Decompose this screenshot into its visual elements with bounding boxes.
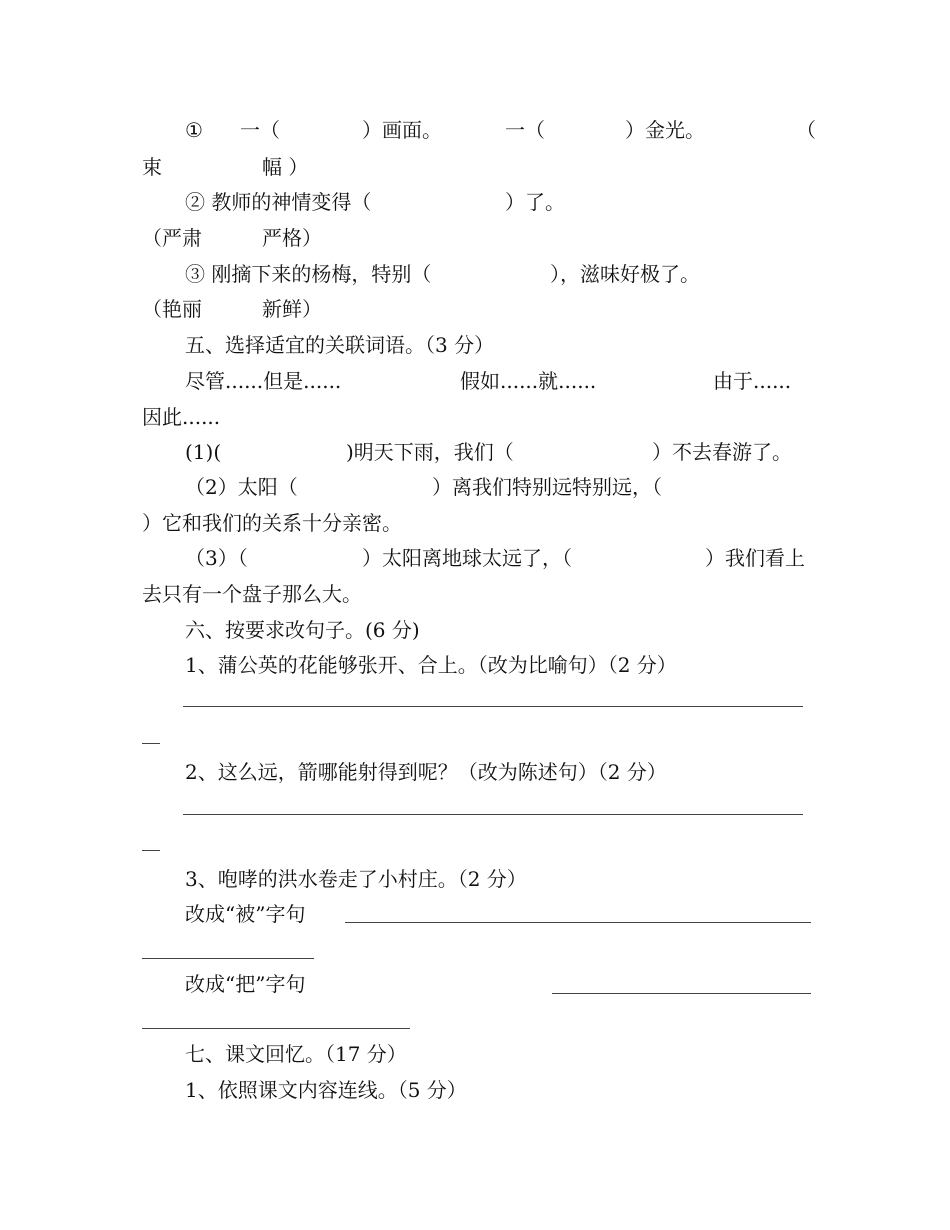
s6-q2-answer-line[interactable] (183, 814, 803, 815)
section7-title: 七、课文回忆。（17 分） (185, 1042, 407, 1066)
q2-suffix: ）了。 (505, 190, 565, 214)
q1-option-b: 幅 ） (262, 155, 309, 179)
q3-option-a: （艳丽 (142, 297, 202, 321)
q1-options-open: （ (796, 118, 816, 142)
s5-item1-c: ）不去春游了。 (652, 440, 792, 464)
s6-q2: 2、这么远，箭哪能射得到呢？（改为陈述句）（2 分） (185, 760, 667, 784)
q3-prefix: ③ 刚摘下来的杨梅，特别（ (185, 262, 432, 286)
s5-item3-b: ）太阳离地球太远了，（ (362, 546, 572, 570)
s5-item3-d: 去只有一个盘子那么大。 (142, 582, 362, 606)
bei-answer-line[interactable] (345, 922, 811, 923)
q1-part1-suffix: ）画面。 (362, 118, 442, 142)
q1-part2-prefix: 一（ (505, 118, 545, 142)
q3-option-b: 新鲜） (262, 297, 322, 321)
q2-prefix: ② 教师的神情变得（ (185, 190, 372, 214)
q1-marker: ① (185, 118, 203, 142)
bei-answer-line-cont[interactable] (142, 958, 314, 959)
ba-answer-line-cont[interactable] (142, 1028, 410, 1029)
bei-label: 改成“被”字句 (185, 902, 306, 926)
s6-q3: 3、咆哮的洪水卷走了小村庄。（2 分） (185, 867, 527, 891)
s5-item3-a: （3）（ (185, 546, 248, 570)
choice-1: 尽管......但是...... (185, 369, 342, 393)
s6-q1-answer-line[interactable] (183, 706, 803, 707)
q3-suffix: ），滋味好极了。 (550, 262, 700, 286)
s5-item2-a: （2）太阳（ (185, 475, 298, 499)
s6-q2-answer-line-cont[interactable] (142, 850, 160, 851)
s6-q1-answer-line-cont[interactable] (142, 743, 160, 744)
ba-label: 改成“把”字句 (185, 972, 306, 996)
s5-item3-c: ）我们看上 (705, 546, 805, 570)
choice-3: 由于...... (713, 369, 792, 393)
s7-q1: 1、依照课文内容连线。（5 分） (185, 1078, 467, 1102)
q1-part2-suffix: ）金光。 (625, 118, 705, 142)
s5-item1-a: (1)( (185, 440, 222, 464)
ba-answer-line[interactable] (552, 993, 811, 994)
s5-item2-b: ）离我们特别远特别远，（ (432, 475, 662, 499)
section5-title: 五、选择适宜的关联词语。（3 分） (185, 333, 495, 357)
s5-item1-b: )明天下雨，我们（ (346, 440, 514, 464)
q2-option-b: 严格） (262, 226, 322, 250)
choice-3-cont: 因此...... (142, 405, 221, 429)
s5-item2-c: ）它和我们的关系十分亲密。 (142, 511, 402, 535)
q2-option-a: （严肃 (142, 226, 202, 250)
q1-part1-prefix: 一（ (240, 118, 280, 142)
s6-q1: 1、蒲公英的花能够张开、合上。（改为比喻句）（2 分） (185, 653, 677, 677)
q1-option-a: 束 (142, 155, 162, 179)
choice-2: 假如......就...... (460, 369, 597, 393)
section6-title: 六、按要求改句子。(6 分) (185, 618, 420, 642)
